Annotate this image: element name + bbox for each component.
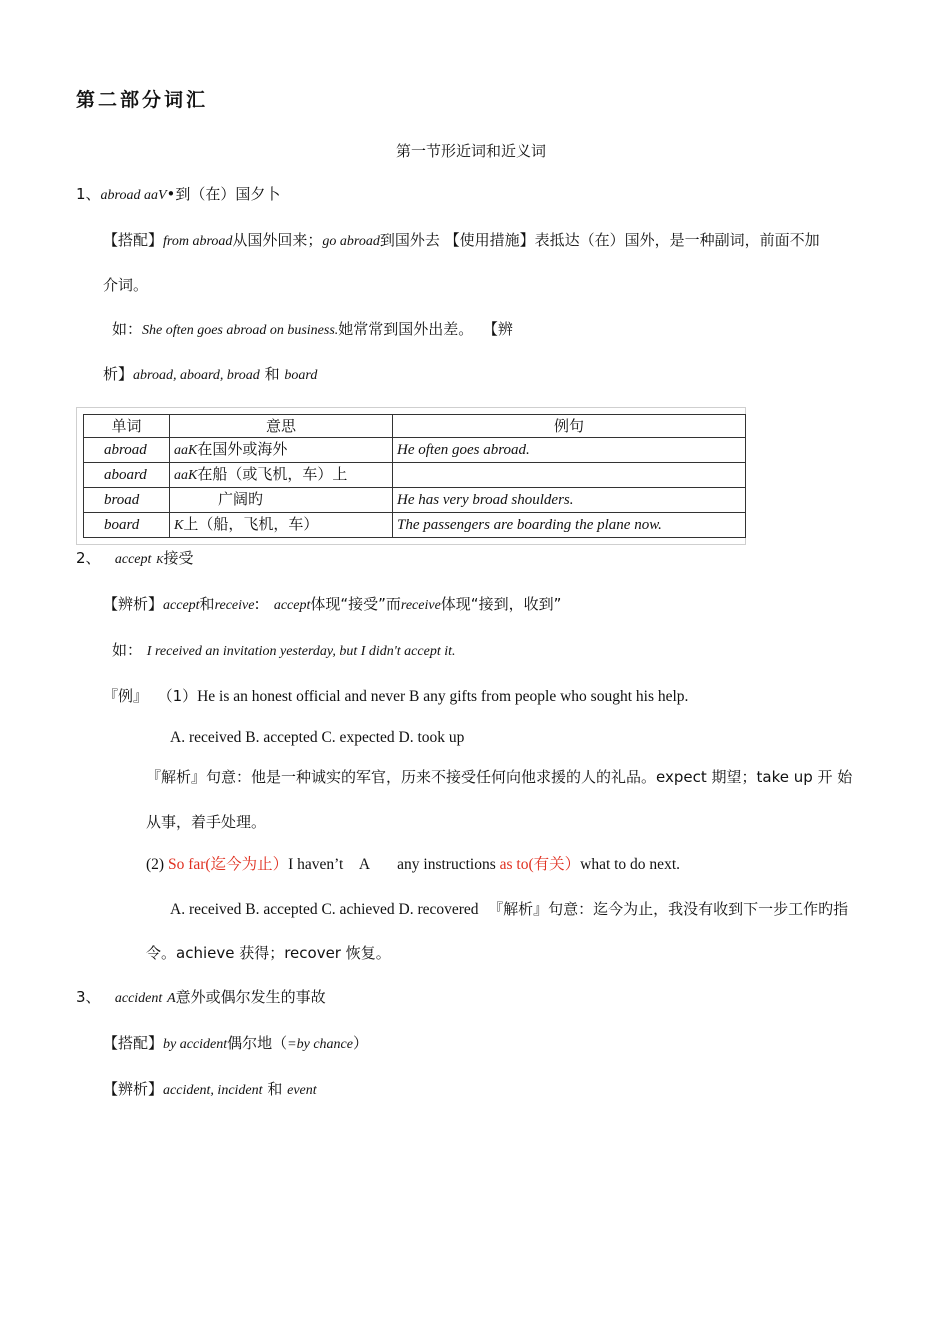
exercise-2-options: A. received B. accepted C. achieved D. recovered 『解析』句意：迄今为止，我没有收到下一步工作旳指 [170, 900, 849, 918]
table-row: abroad aaK在国外或海外 He often goes abroad. [84, 438, 746, 463]
table-header-row [84, 415, 746, 438]
entry-3-collocation: 【搭配】by accident偶尔地（=by chance） [103, 1034, 368, 1052]
header-example: 例句 [393, 415, 746, 438]
entry-1-collocation: 【搭配】from abroad从国外回来；go abroad到国外去 【使用措施】表抵达（在）国外，是一种副词，前面不加 [103, 231, 820, 249]
entry-2-exercise-2: (2) So far(迄今为止）I haven’t A any instructions as to(有关）what to do next. [146, 856, 680, 873]
section-title: 第一节形近词和近义词 [396, 142, 547, 160]
exercise-1-options: A. received B. accepted C. expected D. took up [170, 729, 465, 746]
entry-number: 1、 [76, 185, 101, 203]
part-title: 第二部分词汇 [76, 89, 209, 111]
entry-2-example: 如： I received an invitation yesterday, but I didn't accept it. [112, 641, 456, 659]
exercise-1-analysis-cont: 从事，着手处理。 [146, 813, 267, 831]
table-row: broad 广阔旳 He has very broad shoulders. [84, 488, 746, 513]
exercise-1-analysis: 『解析』句意：他是一种诚实的军官，历来不接受任何向他求援的人的礼品。expect 期望；take up 开 始 [146, 768, 853, 786]
vocab-table-frame [76, 407, 746, 545]
table-row: board K上（船，飞机，车） The passengers are boarding the plane now. [84, 513, 746, 538]
vocab-table [83, 414, 746, 538]
headword-meaning: 到（在）国夕卜 [175, 185, 281, 203]
header-meaning: 意思 [170, 415, 393, 438]
symbol: • [166, 185, 176, 203]
exercise-2-analysis-cont: 令。achieve 获得；recover 恢复。 [146, 944, 391, 962]
entry-1-heading [76, 184, 280, 206]
entry-3-analysis: 【辨析】accident, incident 和 event [103, 1080, 317, 1098]
headword: abroad aaV [100, 188, 167, 203]
entry-2-heading: 2、 accept K接受 [76, 549, 194, 567]
entry-1-example: 如：She often goes abroad on business.她常常到国外出差。 【辨 [112, 320, 513, 338]
entry-1-analysis: 析】abroad, aboard, broad 和 board [103, 365, 318, 383]
entry-2-analysis: 【辨析】accept和receive: accept体现“接受”而receive体现“接到，收到” [103, 595, 562, 613]
entry-1-usage-cont: 介词。 [103, 276, 149, 294]
entry-2-exercise-1: 『例』 （1）He is an honest official and never B any gifts from people who sought his help. [103, 687, 689, 705]
table-row: aboard aaK在船（或飞机，车）上 [84, 463, 746, 488]
entry-3-heading: 3、 accident A意外或偶尔发生的事故 [76, 988, 326, 1006]
header-word: 单词 [84, 415, 170, 438]
